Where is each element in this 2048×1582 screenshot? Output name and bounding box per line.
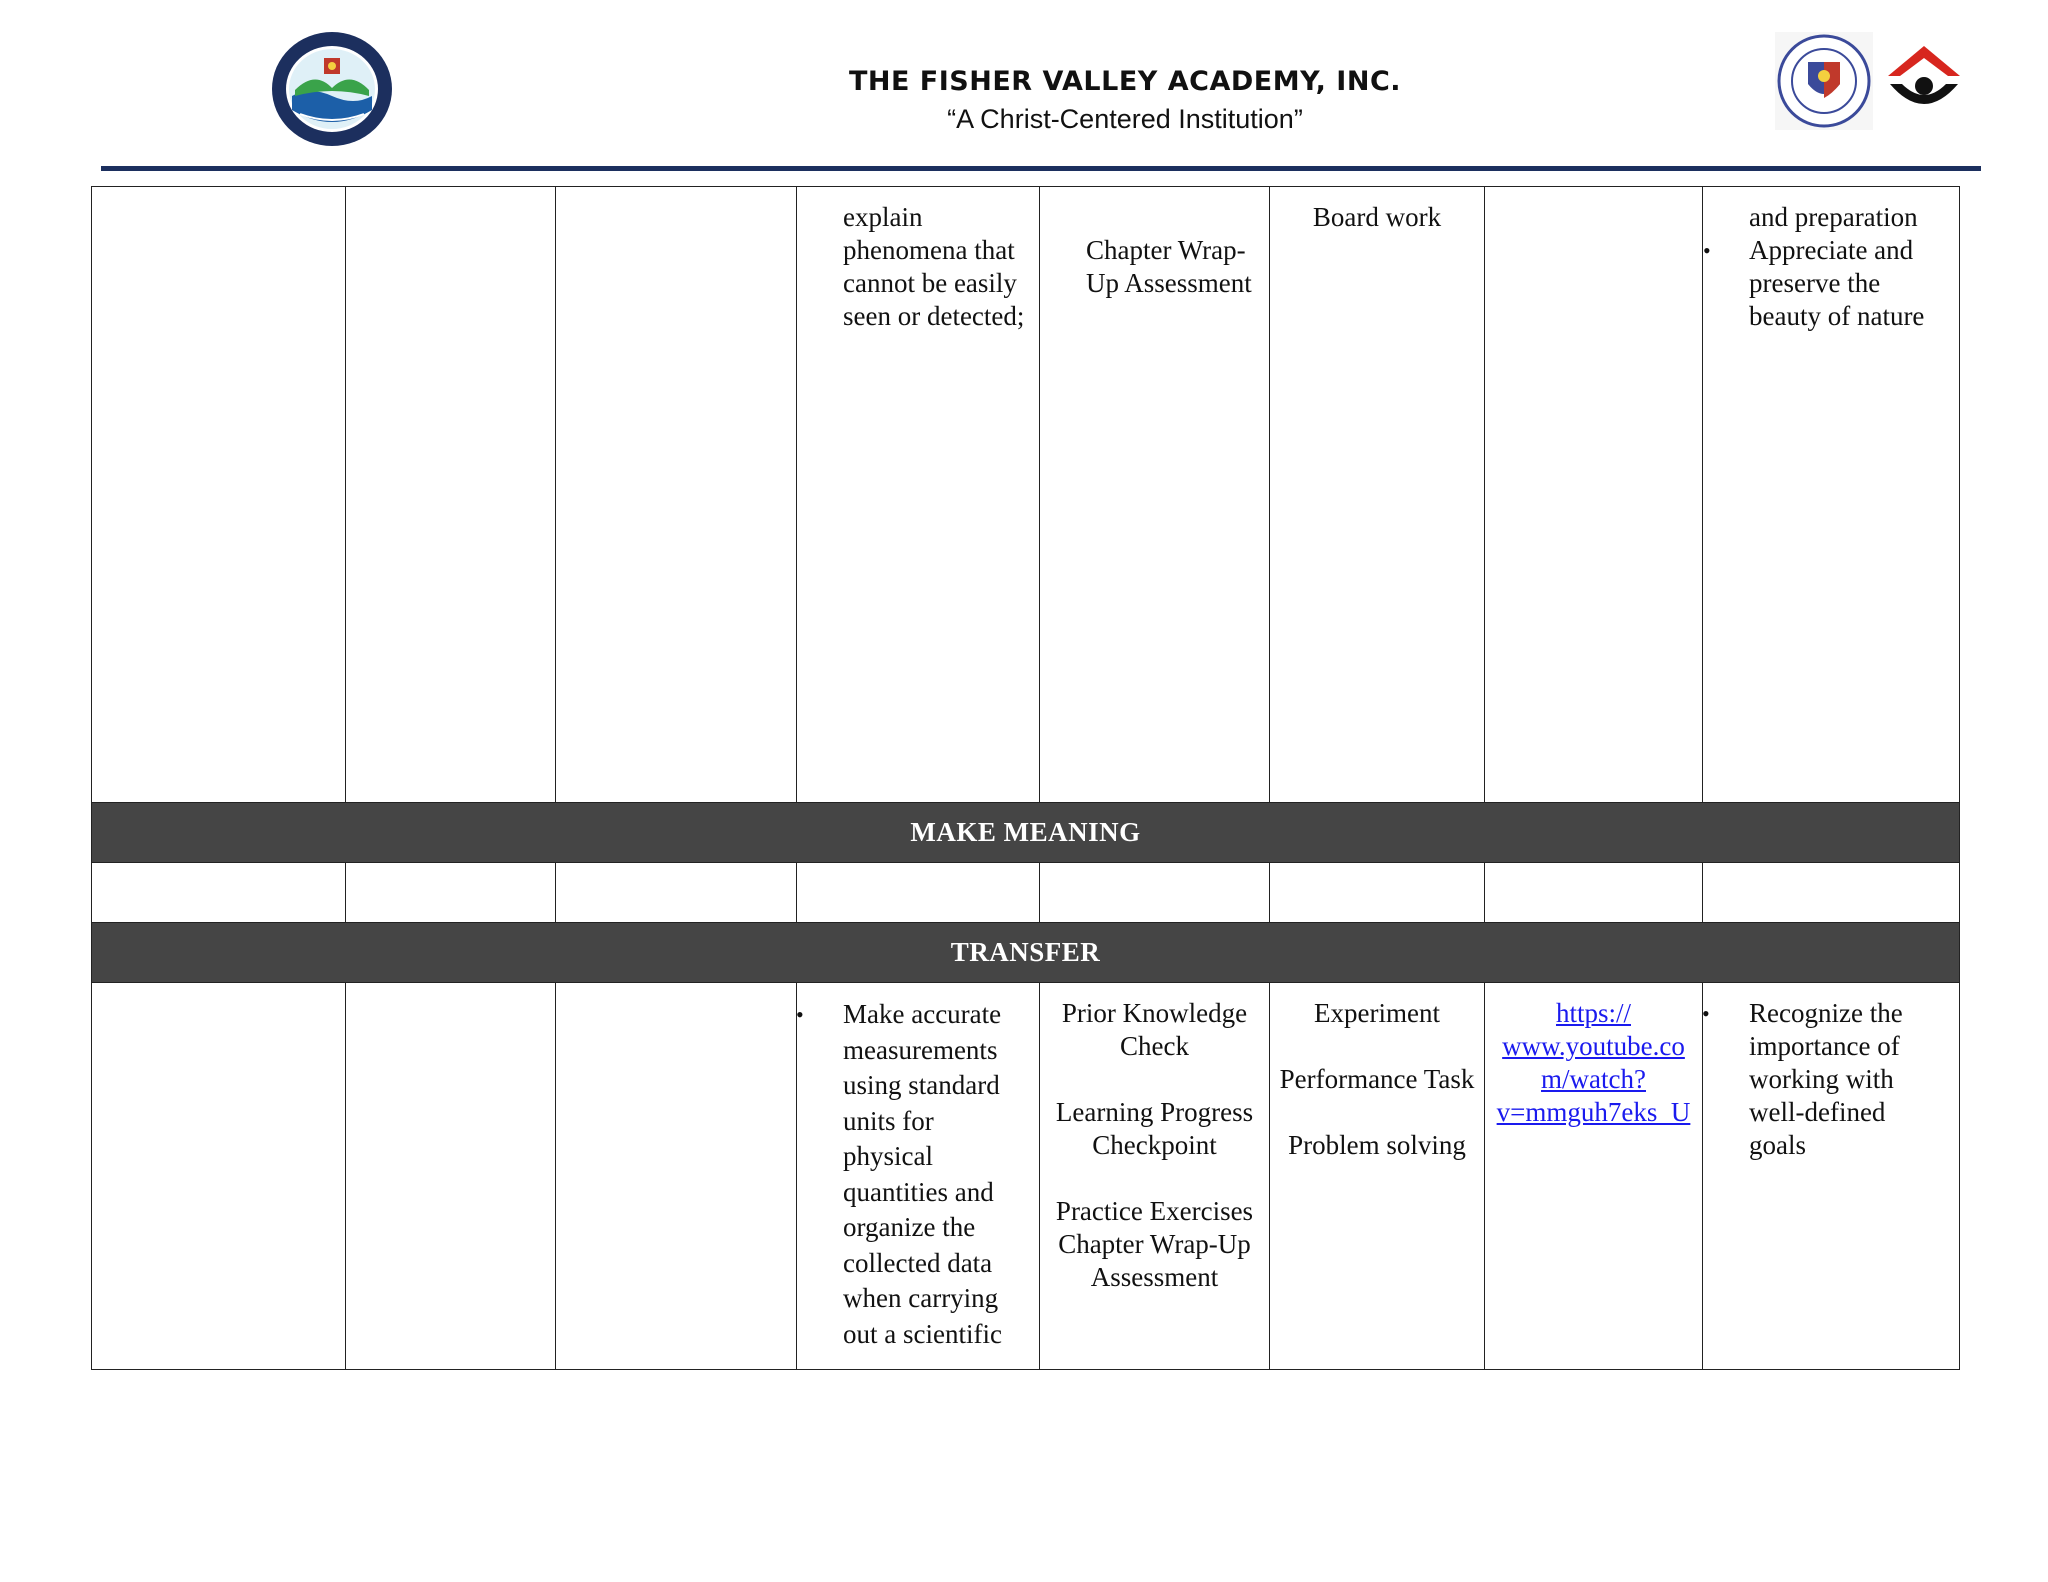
table-row (92, 863, 1960, 923)
cell-text-line: Performance Task (1279, 1064, 1475, 1094)
table-cell (346, 187, 556, 803)
cell-text-line: organize the (843, 1212, 976, 1242)
cell-text-line: importance of (1749, 1031, 1900, 1061)
cell-text-line: working with (1749, 1064, 1894, 1094)
section-heading-make-meaning: MAKE MEANING (92, 803, 1960, 863)
cell-text-line: using standard (843, 1070, 1000, 1100)
table-cell (1270, 983, 1485, 1370)
table-cell (92, 863, 346, 923)
table-row (92, 983, 1960, 1370)
video-link[interactable] (1485, 997, 1702, 1129)
cell-text-line: when carrying (843, 1283, 999, 1313)
cell-text-line: Chapter Wrap-Up (1058, 1229, 1251, 1259)
section-heading-transfer: TRANSFER (92, 923, 1960, 983)
cell-text-line: collected data (843, 1247, 993, 1278)
table-cell (1040, 983, 1270, 1370)
cell-text-line: Practice Exercises (1055, 1196, 1254, 1226)
table-cell (1703, 187, 1960, 803)
cell-text-line: Check (1120, 1031, 1189, 1061)
cell-text-line: Make accurate (843, 999, 1002, 1029)
link-text-line: m/watch? (1541, 1064, 1646, 1094)
table-cell (1485, 187, 1703, 803)
cell-text-line: phenomena that (843, 235, 1015, 265)
cell-text-line: units for (843, 1105, 934, 1136)
link-text-line: www.youtube.co (1502, 1031, 1685, 1061)
section-band (92, 923, 1960, 983)
school-seal-logo (270, 30, 395, 148)
cell-text-line: Up Assessment (1086, 268, 1252, 298)
table-cell (1270, 863, 1485, 923)
cell-text-line: Problem solving (1288, 1130, 1466, 1160)
cell-text-line: beauty of nature (1749, 301, 1925, 331)
cell-text-line: explain (843, 202, 923, 232)
school-name: THE FISHER VALLEY ACADEMY, INC. (848, 66, 1402, 97)
cell-text-line: physical (843, 1141, 933, 1171)
table-cell (92, 983, 346, 1370)
cell-text-line: Board work (1312, 202, 1442, 232)
bullet-icon: • (1703, 238, 1711, 263)
table-cell (1040, 187, 1270, 803)
cell-text-line: out a scientific (843, 1318, 1002, 1349)
table-row (92, 187, 1960, 803)
table-cell (92, 187, 346, 803)
table-cell (556, 187, 797, 803)
cell-text-line: Checkpoint (1092, 1130, 1217, 1160)
cell-text-line: and preparation (1749, 202, 1918, 232)
table-cell (1703, 983, 1960, 1370)
cell-text-line: Experiment (1314, 998, 1440, 1028)
cell-text-line: measurements (843, 1034, 998, 1065)
header-divider (101, 166, 1981, 171)
bullet-icon: • (796, 1002, 804, 1027)
cell-text-line: seen or detected; (843, 301, 1025, 331)
table-cell (556, 983, 797, 1370)
table-cell (346, 863, 556, 923)
cell-text-line: goals (1749, 1130, 1806, 1160)
table-cell (1485, 863, 1703, 923)
cell-text-line: Prior Knowledge (1061, 998, 1248, 1028)
table-cell (556, 863, 797, 923)
link-text-line: https:// (1555, 998, 1631, 1028)
deped-seal-logo (1775, 32, 1873, 130)
cell-text-line: Recognize the (1749, 998, 1903, 1028)
table-cell (1270, 187, 1485, 803)
cell-text-line: Learning Progress (1055, 1097, 1254, 1127)
table-cell (346, 983, 556, 1370)
table-cell (797, 187, 1040, 803)
cell-text-line: Chapter Wrap- (1086, 235, 1246, 265)
bullet-list (1703, 234, 1957, 333)
table-cell (797, 863, 1040, 923)
table-cell (797, 983, 1040, 1370)
cell-text-line: well-defined (1749, 1097, 1886, 1127)
section-band (92, 803, 1960, 863)
cell-text-line: Appreciate and (1749, 235, 1914, 265)
bullet-icon: • (1702, 1001, 1710, 1026)
school-tagline: “A Christ-Centered Institution” (947, 104, 1303, 134)
cell-text-line: quantities and (843, 1176, 994, 1207)
table-cell (1703, 863, 1960, 923)
table-cell (1040, 863, 1270, 923)
table-cell (1485, 983, 1703, 1370)
list-item (1703, 234, 1957, 333)
lesson-plan-table (91, 186, 1960, 1370)
cell-text-line: preserve the (1749, 268, 1881, 298)
cell-text-line: Assessment (1090, 1262, 1219, 1292)
link-text-line: v=mmguh7eks_U (1496, 1097, 1691, 1127)
house-eye-logo (1884, 40, 1964, 118)
cell-text-line: cannot be easily (843, 268, 1017, 298)
